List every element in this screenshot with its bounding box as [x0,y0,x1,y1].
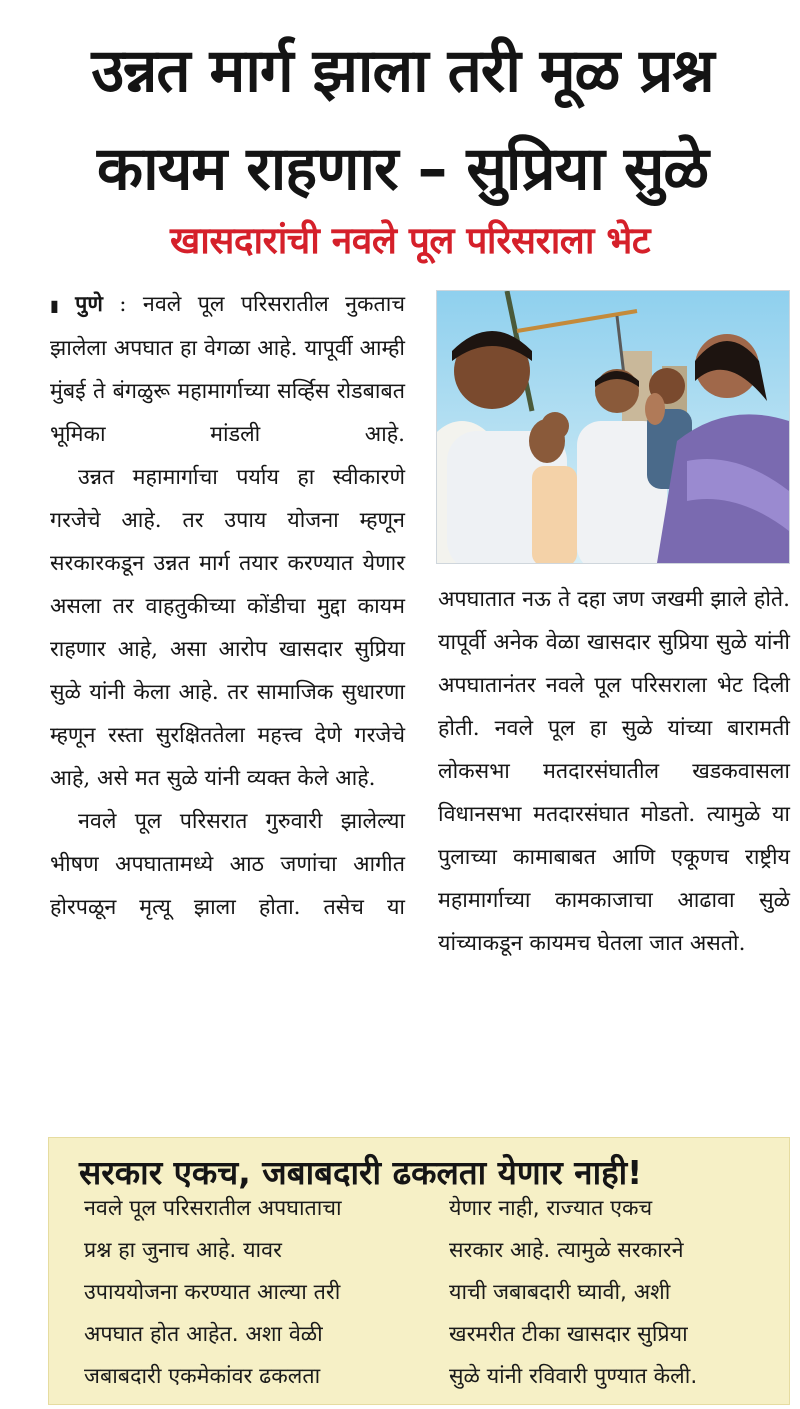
highlight-line: उपाययोजना करण्यात आल्या तरी [84,1280,341,1305]
article-paragraph-2: उन्नत महामार्गाचा पर्याय हा स्वीकारणे गरजेचे आहे. तर उपाय योजना म्हणून सरकारकडून उन्नत मार्ग तयार करण्यात येणार असला तर वाहतुकीच्या कोंडीचा मुद्दा कायम राहणार आहे, असा आरोप खासदार सुप्रिया सुळे यांनी केला आहे. तर सामाजिक सुधारणा म्हणून रस्ता सुरक्षिततेला महत्त्व देणे गरजेचे आहे, असे मत सुळे यांनी व्यक्त केले आहे. [50,465,405,791]
highlight-line: सरकार आहे. त्यामुळे सरकारने [449,1238,684,1263]
dateline-separator: : [102,292,143,317]
article-paragraph-3-end: अपघातात नऊ ते दहा जण जखमी झाले होते. यापूर्वी अनेक वेळा खासदार सुप्रिया सुळे यांनी अपघातानंतर नवले पूल परिसराला भेट दिली होती. नवले पूल हा सुळे यांच्या बारामती लोकसभा मतदारसंघातील खडकवासला विधानसभा मतदारसंघात मोडतो. त्यामुळे या पुलाच्या कामाबाबत आणि एकूणच राष्ट्रीय महामार्गाच्या कामकाजाचा आढावा सुळे यांच्याकडून कायमच घेतला जात असतो. [438,587,790,956]
article-paragraph-1: नवले पूल परिसरातील नुकताच झालेला अपघात हा वेगळा आहे. यापूर्वी आम्ही मुंबई ते बंगळुरू महामार्गाच्या सर्व्हिस रोडबाबत भूमिका मांडली आहे. [50,292,405,447]
highlight-line: येणार नाही, राज्यात एकच [449,1196,653,1221]
highlight-box-title: सरकार एकच, जबाबदारी ढकलता येणार नाही! [79,1153,643,1192]
highlight-line: अपघात होत आहेत. अशा वेळी [84,1322,323,1347]
headline: उन्नत मार्ग झाला तरी मूळ प्रश्न कायम राहणार – सुप्रिया सुळे [91,36,714,204]
highlight-box-column-left [84,1188,434,1398]
highlight-line: खरमरीत टीका खासदार सुप्रिया [449,1322,688,1347]
photo-illustration [437,291,789,563]
highlight-line: सुळे यांनी रविवारी पुण्यात केली. [449,1364,698,1389]
highlight-line: याची जबाबदारी घ्यावी, अशी [449,1280,671,1305]
article-photo [436,290,790,564]
highlight-line: प्रश्न हा जुनाच आहे. यावर [84,1238,282,1263]
dateline-marker: ▮ [50,296,59,315]
highlight-box [48,1137,790,1405]
article-paragraph-3-start: नवले पूल परिसरात गुरुवारी झालेल्या भीषण अपघातामध्ये आठ जणांचा आगीत होरपळून मृत्यू झाला होता. तसेच या [50,809,405,920]
dateline: पुणे [75,292,103,317]
highlight-line: जबाबदारी एकमेकांवर ढकलता [84,1364,321,1389]
highlight-line: नवले पूल परिसरातील अपघाताचा [84,1196,342,1221]
article-column-right [438,578,790,965]
highlight-box-column-right [449,1188,784,1398]
subheadline: खासदारांची नवले पूल परिसराला भेट [170,219,650,262]
article-column-left [50,283,405,929]
